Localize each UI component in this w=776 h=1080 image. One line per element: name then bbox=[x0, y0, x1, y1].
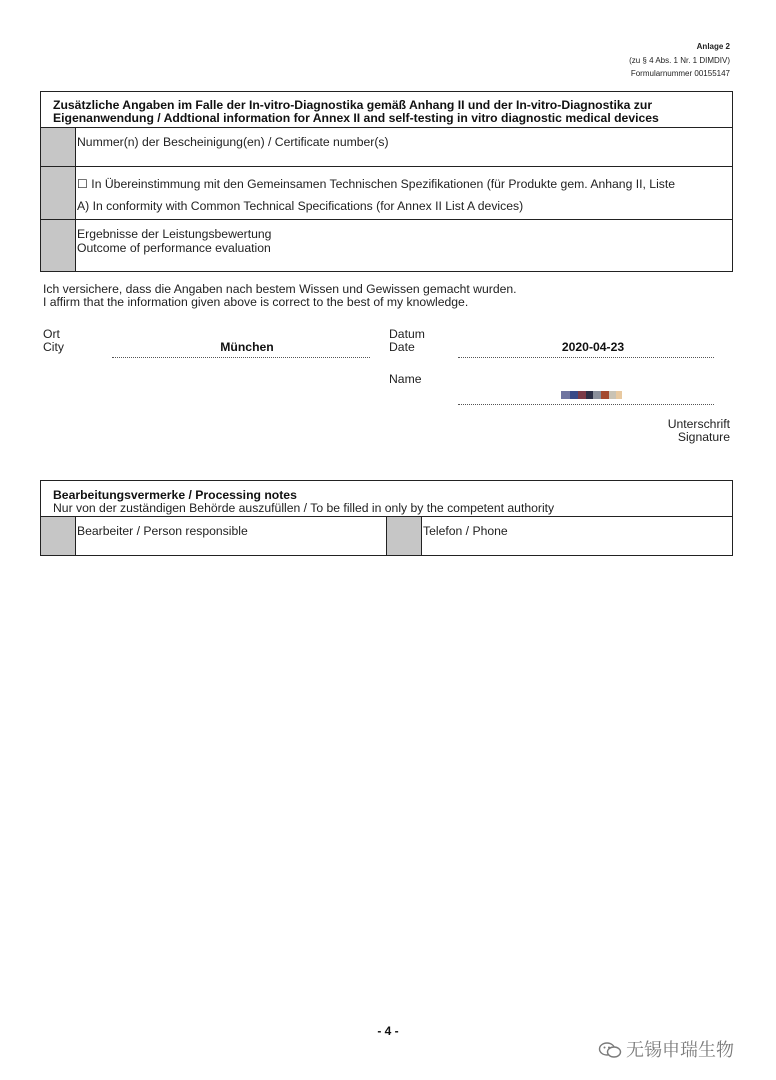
date-label-en: Date bbox=[389, 340, 415, 354]
row-marker bbox=[41, 220, 76, 271]
watermark-text: 无锡申瑞生物 bbox=[626, 1040, 734, 1060]
signature-label-en: Signature bbox=[677, 430, 730, 444]
annex-section-title: Zusätzliche Angaben im Falle der In-vitro-Diagnostika gemäß Anhang II und der In-vitro-Diagnostika zur Eigenanwendung / Addtional information for Annex II and self-testing in vitro diagnostic medical devices bbox=[53, 98, 659, 125]
certificate-number-row bbox=[41, 127, 732, 166]
wechat-icon bbox=[598, 1041, 622, 1059]
city-underline bbox=[112, 357, 370, 358]
common-specs-label-en: A) In conformity with Common Technical Specifications (for Annex II List A devices) bbox=[77, 199, 524, 213]
annex-info-section bbox=[40, 91, 733, 272]
page-number: - 4 - bbox=[377, 1024, 399, 1038]
phone-label[interactable]: Telefon / Phone bbox=[423, 524, 508, 538]
common-specs-checkbox-label[interactable]: ☐ In Übereinstimmung mit den Gemeinsamen Technischen Spezifikationen (für Produkte gem. Anhang II, Liste bbox=[77, 177, 676, 191]
performance-evaluation-label-en: Outcome of performance evaluation bbox=[77, 241, 271, 255]
performance-evaluation-row bbox=[41, 219, 732, 271]
performance-evaluation-label-de: Ergebnisse der Leistungsbewertung bbox=[77, 227, 272, 241]
regulation-reference: (zu § 4 Abs. 1 Nr. 1 DIMDIV) bbox=[629, 56, 730, 65]
row-marker bbox=[41, 167, 76, 219]
row-marker bbox=[41, 517, 76, 555]
annex-label: Anlage 2 bbox=[696, 42, 730, 51]
processing-notes-section bbox=[40, 480, 733, 556]
date-value[interactable]: 2020-04-23 bbox=[561, 340, 625, 354]
row-marker bbox=[386, 517, 422, 555]
signature-label-de: Unterschrift bbox=[667, 417, 730, 431]
common-specs-row bbox=[41, 166, 732, 219]
certificate-number-label[interactable]: Nummer(n) der Bescheinigung(en) / Certificate number(s) bbox=[77, 135, 389, 149]
processing-fields-row bbox=[41, 516, 732, 555]
name-underline bbox=[458, 404, 714, 405]
watermark bbox=[598, 1036, 734, 1062]
city-value[interactable]: München bbox=[220, 340, 274, 354]
person-responsible-label[interactable]: Bearbeiter / Person responsible bbox=[77, 524, 248, 538]
city-label-de: Ort bbox=[43, 327, 60, 341]
affirmation-de: Ich versichere, dass die Angaben nach bestem Wissen und Gewissen gemacht wurden. bbox=[43, 282, 517, 296]
processing-subtitle: Nur von der zuständigen Behörde auszufüllen / To be filled in only by the competent authority bbox=[53, 501, 555, 515]
form-number: Formularnummer 00155147 bbox=[630, 69, 730, 78]
name-label: Name bbox=[389, 372, 422, 386]
affirmation-en: I affirm that the information given above is correct to the best of my knowledge. bbox=[43, 295, 469, 309]
city-label-en: City bbox=[43, 340, 64, 354]
row-marker bbox=[41, 128, 76, 166]
date-label-de: Datum bbox=[389, 327, 425, 341]
date-underline bbox=[458, 357, 714, 358]
processing-title: Bearbeitungsvermerke / Processing notes bbox=[53, 488, 297, 502]
